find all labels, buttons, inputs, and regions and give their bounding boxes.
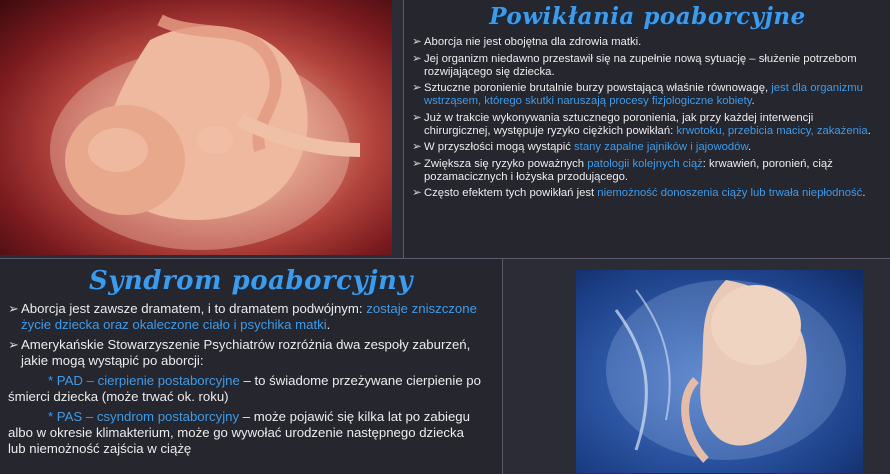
arrow-bullet-icon: ➢: [8, 337, 20, 352]
item-highlight: patologii kolejnych ciąż: [587, 157, 703, 170]
item-text: Często efektem tych powikłań jest: [424, 187, 598, 199]
syndrome-title: Syndrom poaborcyjny: [88, 266, 413, 296]
item-text: Amerykańskie Stowarzyszenie Psychiatrów rozróżnia dwa zespoły zaburzeń, jakie mogą wystąpić po aborcji:: [21, 337, 471, 368]
list-item-pad: [8, 373, 484, 405]
arrow-bullet-icon: ➢: [8, 301, 20, 316]
post-abortion-syndrome-panel: [0, 258, 503, 474]
list-item: [8, 337, 484, 369]
item-after: .: [747, 141, 752, 153]
list-item: [412, 36, 881, 49]
list-item: [8, 301, 484, 333]
item-text: Aborcja nie jest obojętna dla zdrowia matki.: [424, 36, 642, 48]
item-text: W przyszłości mogą wystąpić: [424, 141, 575, 153]
item-text: Zwiększa się ryzyko poważnych: [424, 157, 588, 170]
fetus-in-womb-illustration: [0, 0, 392, 255]
arrow-bullet-icon: ➢: [412, 157, 422, 170]
arrow-bullet-icon: ➢: [412, 111, 422, 124]
list-item: [412, 158, 881, 184]
pas-highlight: * PAS – csyndrom postaborcyjny: [48, 409, 240, 424]
item-highlight: zostaje zniszczone życie dziecka oraz okaleczone ciało i psychika matki: [21, 301, 477, 332]
item-text: Już w trakcie wykonywania sztucznego poronienia, jak przy każdej interwencji chirurgicznej, występuje ryzyko ciężkich powikłań:: [424, 111, 814, 137]
syndrome-list: [8, 301, 484, 461]
list-item: [412, 112, 881, 138]
item-text: Jej organizm niedawno przestawił się na zupełnie nową sytuację – służenie potrzebom rozwijającego się dziecka.: [424, 52, 857, 78]
arrow-bullet-icon: ➢: [412, 187, 422, 199]
item-after: : krwawień, poronień, ciąż pozamacicznych i łożyska przodującego.: [424, 157, 833, 183]
pas-text: – może pojawić się kilka lat po zabiegu albo w okresie klimakterium, może go wywołać urodzenie następnego dziecka lub niemożność zajścia w ciążę: [8, 409, 470, 456]
list-item: [412, 53, 881, 79]
complications-title: Powikłania poaborcyjne: [489, 3, 806, 30]
fetus-in-sac-illustration: [576, 270, 863, 473]
list-item: [412, 187, 881, 200]
item-after: .: [867, 124, 871, 137]
item-text: Sztuczne poronienie brutalnie burzy powstającą właśnie równowagę,: [424, 82, 772, 94]
fetus-in-amniotic-sac-photo: [576, 270, 863, 473]
list-item: [412, 141, 881, 154]
list-item-pas: [8, 409, 484, 457]
complications-panel: [403, 0, 890, 259]
pad-text: – to świadome przeżywane cierpienie po śmierci dziecka (może trwać ok. roku): [8, 373, 481, 404]
item-after: .: [326, 317, 331, 332]
list-item: [412, 82, 881, 108]
item-highlight: jest dla organizmu wstrząsem, którego skutki naruszają procesy fizjologiczne kobiety: [424, 82, 863, 107]
complications-list: [412, 36, 881, 204]
item-highlight: krwotoku, przebicia macicy, zakażenia: [676, 124, 868, 137]
fetus-in-womb-photo: [0, 0, 392, 255]
item-highlight: niemożność donoszenia ciąży lub trwała niepłodność: [597, 187, 863, 199]
item-highlight: stany zapalne jajników i jajowodów: [574, 141, 748, 153]
arrow-bullet-icon: ➢: [412, 141, 422, 153]
item-after: .: [862, 187, 866, 199]
arrow-bullet-icon: ➢: [412, 36, 422, 48]
arrow-bullet-icon: ➢: [412, 82, 422, 94]
item-text: Aborcja jest zawsze dramatem, i to dramatem podwójnym:: [21, 301, 367, 316]
arrow-bullet-icon: ➢: [412, 52, 422, 65]
pad-highlight: * PAD – cierpienie postaborcyjne: [48, 373, 240, 388]
item-after: .: [751, 95, 755, 107]
